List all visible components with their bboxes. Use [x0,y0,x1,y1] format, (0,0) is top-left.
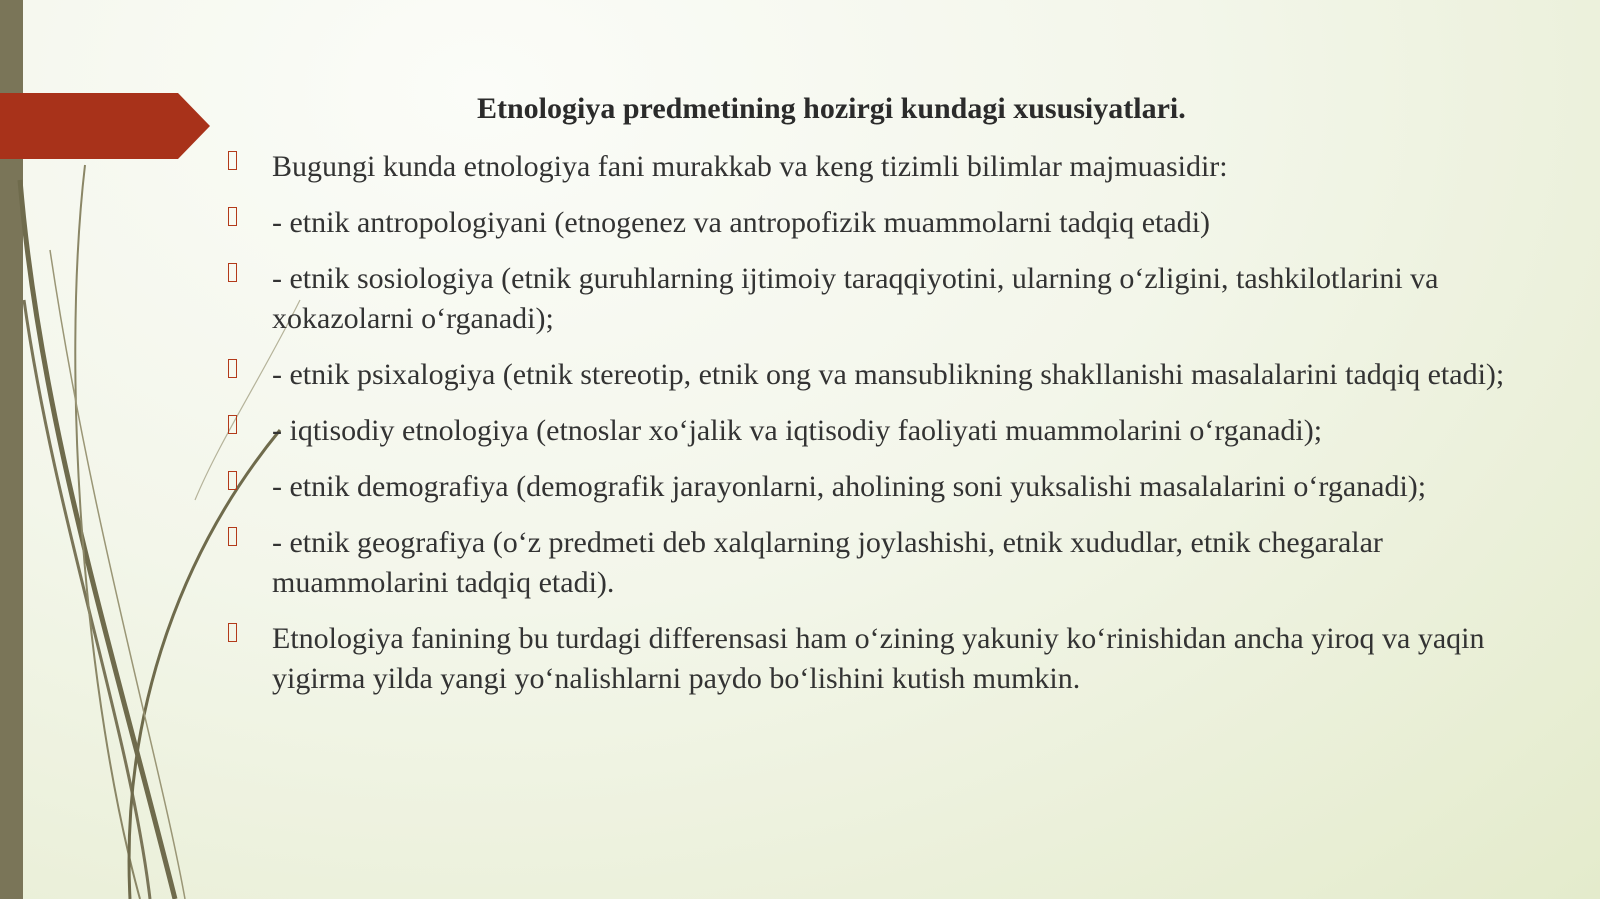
list-item [222,523,1512,603]
bullet-text: Etnologiya fanining bu turdagi differensasi ham o‘zining yakuniy ko‘rinishidan ancha yiroq va yaqin yigirma yilda yangi yo‘nalishlarni paydo bo‘lishini kutish mumkin. [272,622,1485,695]
list-item [222,203,1512,243]
missing-glyph-box-icon [228,359,237,378]
bullet-text: - iqtisodiy etnologiya (etnoslar xo‘jalik va iqtisodiy faoliyati muammolarini o‘rganadi); [272,414,1323,447]
bullet-text: Bugungi kunda etnologiya fani murakkab va keng tizimli bilimlar majmuasidir: [272,150,1228,183]
list-item [222,147,1512,187]
missing-glyph-box-icon [228,527,237,546]
red-arrow-banner [0,93,210,159]
bullet-text: - etnik antropologiyani (etnogenez va antropofizik muammolarni tadqiq etadi) [272,206,1211,239]
missing-glyph-box-icon [228,151,237,170]
bullet-text: - etnik geografiya (o‘z predmeti deb xalqlarning joylashishi, etnik xududlar, etnik chegaralar muammolarini tadqiq etadi). [272,526,1383,599]
list-item [222,619,1512,699]
list-item [222,355,1512,395]
bullet-list [222,147,1512,715]
missing-glyph-box-icon [228,623,237,642]
bullet-text: - etnik sosiologiya (etnik guruhlarning ijtimoiy taraqqiyotini, ularning o‘zligini, tashkilotlarini va xokazolarni o‘rganadi); [272,262,1439,335]
slide-title: Etnologiya predmetining hozirgi kundagi xususiyatlari. [477,92,1186,125]
list-item [222,411,1512,451]
missing-glyph-box-icon [228,415,237,434]
missing-glyph-box-icon [228,263,237,282]
list-item [222,259,1512,339]
list-item [222,467,1512,507]
bullet-text: - etnik demografiya (demografik jarayonlarni, aholining soni yuksalishi masalalarini o‘rganadi); [272,470,1427,503]
missing-glyph-box-icon [228,471,237,490]
bullet-text: - etnik psixalogiya (etnik stereotip, etnik ong va mansublikning shakllanishi masalalarini tadqiq etadi); [272,358,1505,391]
missing-glyph-box-icon [228,207,237,226]
